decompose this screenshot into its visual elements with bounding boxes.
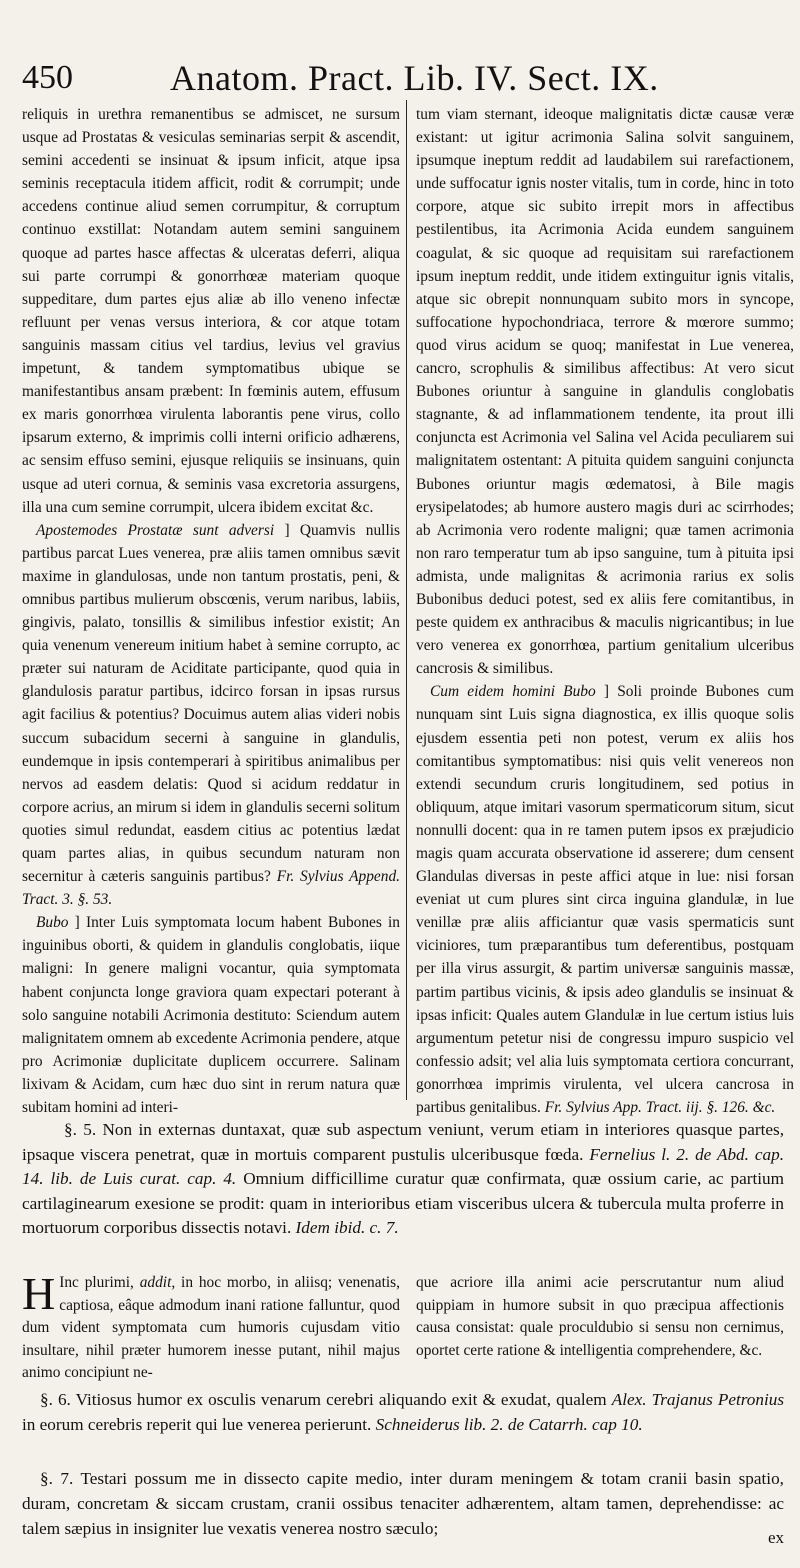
commentary-left [22, 1268, 400, 1385]
reference: Schneiderus lib. 2. de Catarrh. cap 10. [375, 1414, 643, 1434]
section-text: in eorum cerebris reperit qui lue venerea perierunt. [22, 1414, 372, 1434]
section-6 [22, 1388, 784, 1437]
paragraph-text: Inter Luis symptomata locum habent Bubones in inguinibus oborti, & quidem in glandulis conglobatis, iique maligni: In genere maligni vocantur, quia symptomata habent conjuncta longe graviora quam expectari poterant à solo sanguine notabili Acrimonia destituto: Sciendum autem malignitatem omnem ab excedente Acrimonia pendere, atque pro Acrimoniæ duplicitate duplicem occurrere. Salinam lixivam & Acidam, cum hæc duo sint in rerum natura quæ subitam homini ad interi- [22, 914, 400, 1117]
section-text: Testari possum me in dissecto capite medio, inter duram meningem & totam cranii basin spatio, duram, concretam & siccam crustam, cranii ossibus tenaciter adhærentem, altam tamen, deprehendisse: ac talem sæpius in insigniter lue vexatis venerea nostro sæculo; [22, 1469, 784, 1538]
lemma: Apostemodes Prostatæ sunt adversi [36, 521, 275, 539]
section-text: Vitiosus humor ex osculis venarum cerebri aliquando exit & exudat, qualem [75, 1390, 607, 1409]
paragraph: Apostemodes Prostatæ sunt adversi ] Quamvis nullis partibus parcat Lues venerea, præ aliis tamen omnibus sævit maxime in glandulosas, unde non tantum prostatis, peni, & omnibus partibus mulierum obscœnis, verum naribus, labiis, gingivis, palato, tonsillis & similibus infestior existit; An quia venenum venereum initium habet à semine corrupto, ac præter sui naturam de Aciditate participante, quod quia in glandulosis paratur partibus, idcirco forsan in ipsas rursus agit facilius & potentius? Docuimus autem alias videri nobis succum subacidum secerni à sanguine in glandulis, eundemque in ipsis contemperari à spiritibus animalibus per nervos ad easdem delatis: Quod si acidum reddatur in corpore acrius, an mirum si idem in glandulis secerni solitum quoties simul redundat, easdem citius ac potentius lædat quam partes alias, in quibus secundum naturam non secernitur à cæteris sanguinis partibus? Fr. Sylvius Append. Tract. 3. §. 53. [22, 521, 400, 909]
section-number: §. 6. [40, 1390, 71, 1409]
lemma: Cum eidem homini Bubo [430, 683, 596, 701]
page-header [22, 56, 782, 100]
section-number: §. 5. [64, 1120, 97, 1139]
commentary-text: in hoc morbo, in aliisq; venenatis, captiosa, eâque admodum inani ratione falluntur, quod dum vident symptomata cum humoris cujusdam vitio insultare, nihil præter humorem inesse putant, nihil majus animo concipiunt ne- [22, 1274, 400, 1381]
section-7 [22, 1466, 784, 1541]
lemma: Bubo [36, 914, 69, 932]
drop-cap: H [22, 1268, 56, 1319]
paragraph: Cum eidem homini Bubo ] Soli proinde Bubones cum nunquam sint Luis signa diagnostica, ex illis quoque solis ejusdem essentia peti non potest, verum ex aliis hos comitantibus symptomatibus: nisi quis velit venereos non extendi secundum cruris longitudinem, sed potius in obliquum, atque imitari vasorum spermaticorum situm, sicut nonnulli docent: qua in re tamen putem ipsos ex præjudicio magis quam accurata observatione id asserere; dum censent Glandulas diversas in peste affici atque in lue: nisi forsan eveniat ut cum plures sint circa inguina glandulæ, in lue venillæ præ aliis afficiantur quæ vasis spermaticis sunt viciniores, tum præparantibus tum deferentibus, postquam per illa virus assurgit, & partim universæ sanguinis massæ, partim partibus vicinis, & ipsis adeo glandulis se insinuat & ipsas inficit: Quales autem Glandulæ in lue certum istius luis argumentum petetur nisi de congressu impuro suspicio vel confessio adsit; vel alia luis symptomata certiora concurrant, gonorrhœa imprimis virulenta, vel ulcera cancrosa in partibus genitalibus. Fr. Sylvius App. Tract. iij. §. 126. &c. [416, 683, 794, 1117]
right-column [416, 103, 794, 1119]
paragraph: tum viam sternant, ideoque malignitatis dictæ causæ veræ existant: ut igitur acrimonia Salina solvit sanguinem, ipsumque ineptum reddit ad laudabilem sui rarefactionem, unde suffocatur ignis noster vitalis, tum in corde, hinc in toto corpore, atque sic subito irrepit mors in affectibus pestilentibus, ita Acrimonia Acida eundem sanguinem coagulat, & sic quoque ad requisitam sui rarefactionem ipsum ineptum reddit, unde itidem extinguitur ignis vitalis, atque sic obrepit nonnunquam subito mors in syncope, suffocatione hypochondriaca, terrore & mœrore summo; quod virus acidum se quoq; manifestat in Lue venerea, cancro, scrophulis & similibus affectibus: At vero sicut Bubones oriuntur à sanguine in glandulis conglobatis stagnante, & ad inflammationem tendente, ita prout illi conjuncta est Acrimonia vel Salina vel Acida peculiarem sui malignitatem ostentant: A pituita quidem sanguini conjuncta Bubones oriuntur magis œdematosi, à Bile magis erysipelatodes; ab humore austero magis duri ac scirrhodes; ab Acrimonia vero rodente maligni; quæ tamen acrimonia non raro temperatur tum ab ipso sanguine, tum à pituita ipsi admista, unde malignitas & acrimonia rarius ex solis Bubonibus deduci potest, sed ex aliis fere comitantibus, in peste quidem ex anthracibus & maculis nigricantibus; in lue vero venerea ex gonorrhœa, partium genitalium ulceribus cancrosis & similibus. [416, 106, 794, 678]
running-title: Anatom. Pract. Lib. IV. Sect. IX. [170, 58, 659, 98]
section-5 [22, 1118, 784, 1241]
left-column [22, 103, 400, 1119]
author-name: Alex. Trajanus Petronius [611, 1390, 785, 1409]
section-text: Omnium difficillime curatur quæ confirmata, quæ ossium carie, ac partium cartilaginearum exesione se prodit: quam in interioribus etiam visceribus ulcera & tubercula multa proferre in mortuorum corporibus dissectis notavi. [22, 1169, 784, 1237]
reference: Fr. Sylvius Append. Tract. 3. §. 53. [22, 868, 400, 909]
catchword: ex [767, 1528, 784, 1547]
paragraph: Bubo ] Inter Luis symptomata locum habent Bubones in inguinibus oborti, & quidem in glandulis conglobatis, iique maligni: In genere maligni vocantur, quia symptomata habent conjuncta longe graviora quam expectari poterant à solo sanguine notabili Acrimonia destituto: Sciendum autem malignitatem omnem ab excedente Acrimonia pendere, atque pro Acrimoniæ duplicitate duplicem occurrere. Salinam lixivam & Acidam, cum hæc duo sint in rerum natura quæ subitam homini ad interi- [22, 914, 400, 1117]
paragraph-text: Quamvis nullis partibus parcat Lues venerea, præ aliis tamen omnibus sævit maxime in glandulosas, unde non tantum prostatis, peni, & omnibus partibus mulierum obscœnis, verum naribus, labiis, gingivis, palato, tonsillis & similibus infestior existit; An quia venenum venereum initium habet à semine corrupto, ac præter sui naturam de Aciditate participante, quod quia in glandulosis paratur partibus, idcirco forsan in ipsas rursus agit facilius & potentius? Docuimus autem alias videri nobis succum subacidum secerni à sanguine in glandulis, eundemque in ipsis contemperari à spiritibus animalibus per nervos ad easdem delatis: Quod si acidum reddatur in corpore acrius, an mirum si idem in glandulis secerni solitum quoties simul redundat, easdem citius ac potentius lædat quam partes alias, in quibus secundum naturam non secernitur à cæteris sanguinis partibus? [22, 521, 400, 886]
section-number: §. 7. [40, 1469, 74, 1488]
paragraph-text: Soli proinde Bubones cum nunquam sint Luis signa diagnostica, ex illis quoque solis ejusdem essentia peti non potest, verum ex aliis hos comitantibus symptomatibus: nisi quis velit venereos non extendi secundum cruris longitudinem, sed potius in obliquum, atque imitari vasorum spermaticorum situm, sicut nonnulli docent: qua in re tamen putem ipsos ex præjudicio magis quam accurata observatione id asserere; dum censent Glandulas diversas in peste affici atque in lue: nisi forsan eveniat ut cum plures sint circa inguina glandulæ, in lue venillæ præ aliis afficiantur quæ vasis spermaticis sunt viciniores, tum præparantibus tum deferentibus, postquam per illa virus assurgit, & partim universæ sanguinis massæ, partim partibus vicinis, & ipsis adeo glandulis se insinuat & ipsas inficit: Quales autem Glandulæ in lue certum istius luis argumentum petetur nisi de congressu impuro suspicio vel confessio adsit; vel alia luis symptomata certiora concurrant, gonorrhœa imprimis virulenta, vel ulcera cancrosa in partibus genitalibus. [416, 683, 794, 1117]
commentary-right: que acriore illa animi acie perscrutantur num aliud quippiam in humore subsit in quo præcipua affectionis causa consistat: quale proculdubio si sensu non cernimus, oportet certe ratione & intelligentia comprehendere, &c. [416, 1274, 784, 1359]
paragraph: reliquis in urethra remanentibus se admiscet, ne sursum usque ad Prostatas & vesiculas seminarias serpit & ascendit, semini accedenti se insinuat & ipsum inficit, atque ipsa seminis receptacula itidem afficit, rodit & corrumpit; unde accedens continue aliud semen corrumpitur, & corruptum continuo exstillat: Notandam autem semini sanguinem quoque ad partes hasce affectas & ulceratas deferri, aliqua sui parte corrumpi & gonorrhœæ materiam quoque suppeditare, dum partes ejus aliæ ab illo veneno infectæ refluunt per venas versus interiora, & cor atque totam sanguinis massam citius vel tardius, levius vel gravius impetunt, & tandem symptomatibus ubique se manifestantibus ansam præbent: In fœminis autem, effusum ex maris gonorrhœa virulenta laborantis pene virus, collo ipsarum externo, & imprimis colli interni orificio adhærens, ac sensim effuso semini, ejusque reliquiis se insinuans, quin usque ad uteri cornua, & seminis vasa excretoria assurgens, illa una cum semine corrumpit, ulcera ibidem excitat &c. [22, 106, 400, 516]
reference: Idem ibid. c. 7. [295, 1218, 399, 1237]
commentary [22, 1268, 784, 1382]
page-number: 450 [22, 59, 73, 96]
reference: Fr. Sylvius App. Tract. iij. §. 126. &c. [544, 1099, 776, 1117]
column-divider [406, 100, 407, 1100]
commentary-text: Inc plurimi, [59, 1274, 134, 1291]
reference: Fernelius l. 2. de Abd. cap. 14. lib. de Luis curat. cap. 4. [22, 1144, 784, 1188]
commentary-addit: addit, [139, 1274, 176, 1291]
section-text: Non in externas duntaxat, quæ sub aspectum veniunt, verum etiam in interiores quasque partes, ipsaque viscera penetrat, quæ in mortuis comparent pustulis ulceribusque fœda. [22, 1120, 785, 1164]
